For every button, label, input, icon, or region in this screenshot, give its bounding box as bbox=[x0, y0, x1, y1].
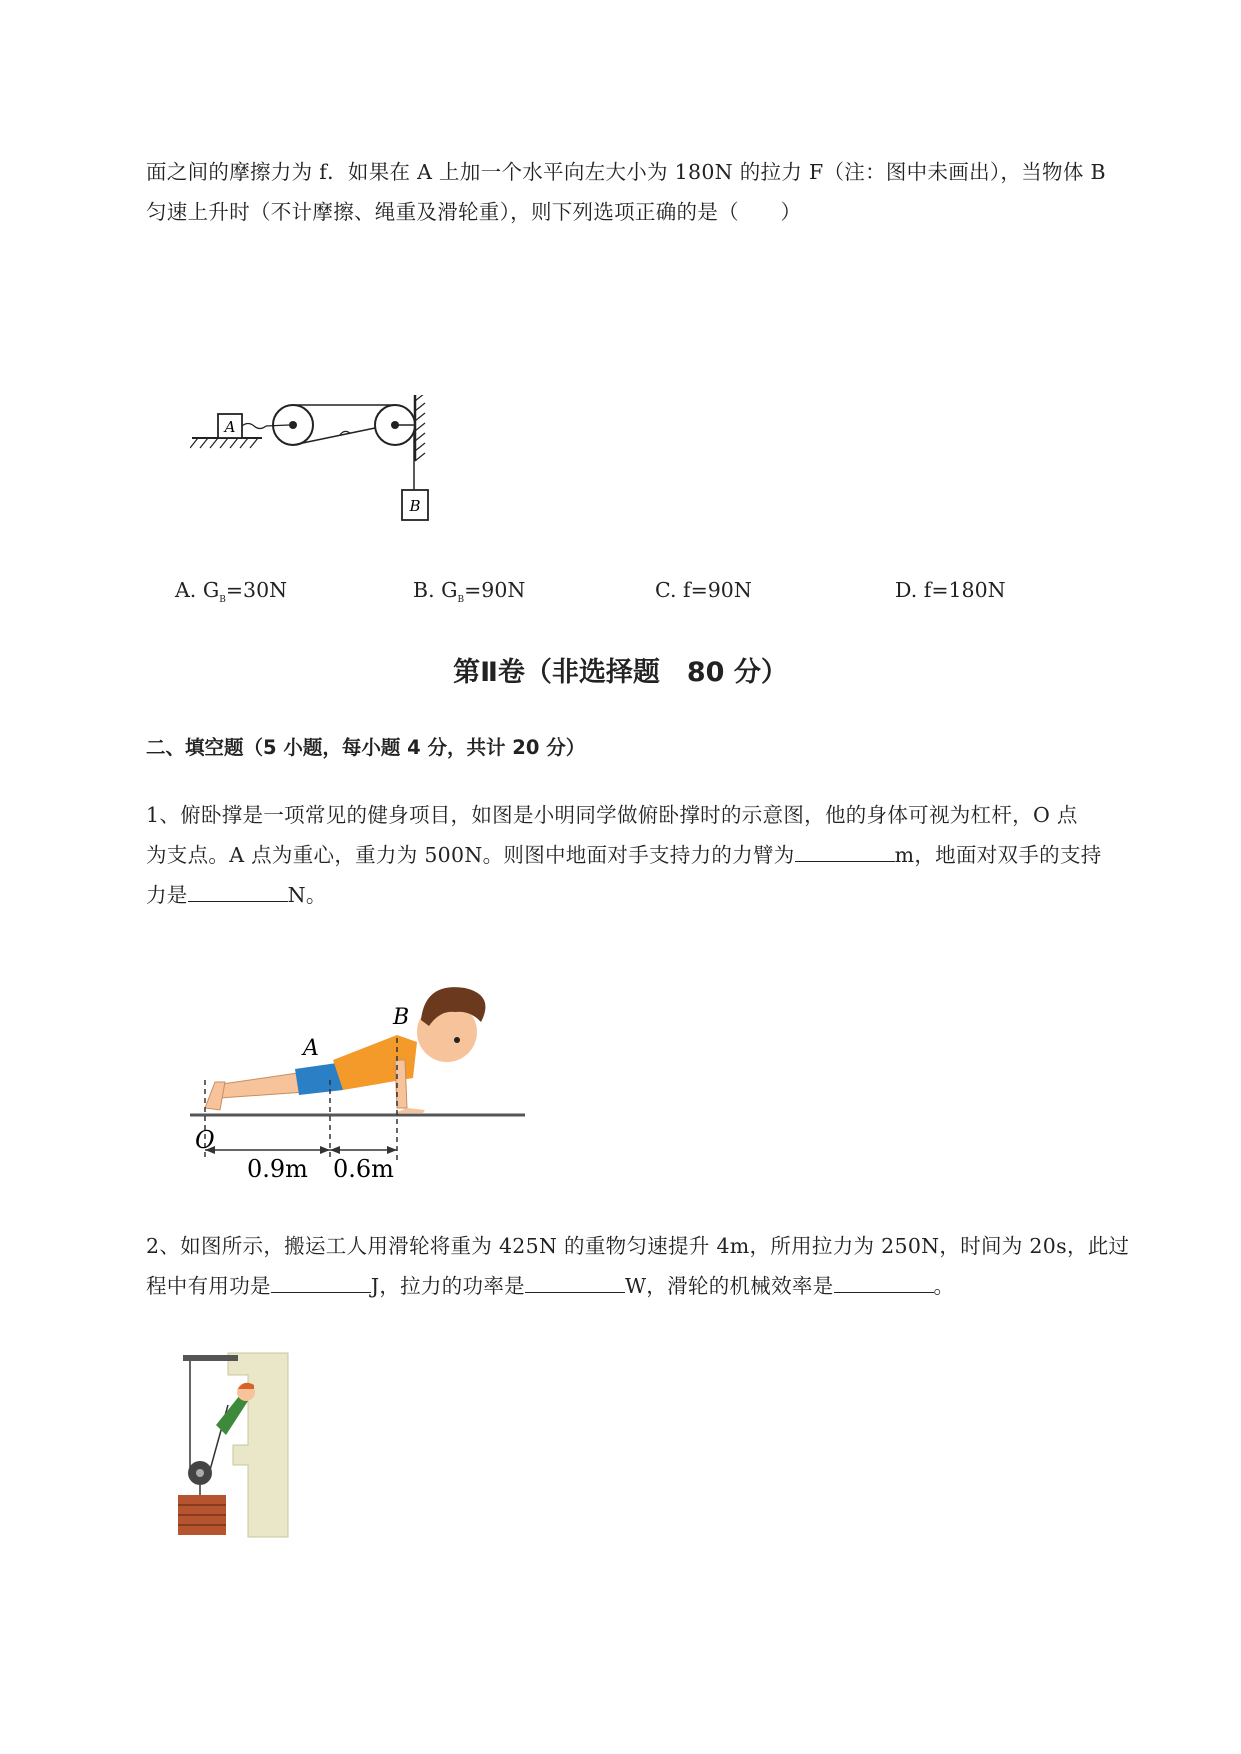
option-b-rest: =90N bbox=[464, 578, 526, 602]
question-text-line: 匀速上升时（不计摩擦、绳重及滑轮重），则下列选项正确的是（ ） bbox=[146, 200, 802, 224]
q1-line2 bbox=[146, 835, 1146, 875]
option-b-sub: B bbox=[457, 595, 465, 606]
q2-line2-d: 。 bbox=[933, 1274, 955, 1298]
section-title: 第Ⅱ卷（非选择题 80 分） bbox=[453, 657, 788, 688]
section-heading: 二、填空题（5 小题，每小题 4 分，共计 20 分） bbox=[146, 736, 586, 759]
q1-line1: 1、俯卧撑是一项常见的健身项目，如图是小明同学做俯卧撑时的示意图，他的身体可视为杠杆，O 点 bbox=[146, 803, 1078, 827]
answer-blank[interactable] bbox=[271, 1270, 371, 1293]
q1-line3-b: N。 bbox=[287, 883, 327, 907]
option-a bbox=[175, 578, 287, 605]
q2-line2-c: W，滑轮的机械效率是 bbox=[624, 1274, 834, 1298]
q2-line2-b: J，拉力的功率是 bbox=[370, 1274, 525, 1298]
q1-line3-a: 力是 bbox=[146, 883, 188, 907]
option-b-prefix: B. G bbox=[413, 578, 458, 602]
q1-line2-a: 为支点。A 点为重心，重力为 500N。则图中地面对手支持力的力臂为 bbox=[146, 843, 795, 867]
label-distance-1: 0.9m bbox=[247, 1155, 308, 1180]
pushup-figure bbox=[185, 960, 525, 1180]
label-b: B bbox=[393, 1005, 410, 1030]
worker-pulley-figure bbox=[178, 1345, 298, 1545]
label-distance-2: 0.6m bbox=[333, 1155, 394, 1180]
answer-blank[interactable] bbox=[795, 839, 895, 862]
option-b bbox=[413, 578, 525, 605]
label-o: O bbox=[195, 1126, 215, 1154]
option-c: C. f=90N bbox=[655, 578, 752, 602]
option-a-rest: =30N bbox=[225, 578, 288, 602]
q1-line3 bbox=[146, 875, 1146, 915]
option-a-sub: B bbox=[219, 595, 226, 606]
option-d: D. f=180N bbox=[895, 578, 1006, 602]
q2-line2 bbox=[146, 1266, 1146, 1306]
block-a-label: A bbox=[224, 418, 236, 436]
answer-blank[interactable] bbox=[834, 1270, 934, 1293]
q2-line1: 2、如图所示，搬运工人用滑轮将重为 425N 的重物匀速提升 4m，所用拉力为 250N，时间为 20s，此过 bbox=[146, 1234, 1130, 1258]
option-a-prefix: A. G bbox=[175, 578, 220, 602]
answer-blank[interactable] bbox=[525, 1270, 625, 1293]
q2-line2-a: 程中有用功是 bbox=[146, 1274, 271, 1298]
pulley-block-figure bbox=[190, 395, 450, 530]
answer-blank[interactable] bbox=[188, 879, 288, 902]
q1-line2-b: m，地面对双手的支持 bbox=[894, 843, 1102, 867]
block-b-label: B bbox=[409, 497, 421, 515]
label-a: A bbox=[303, 1036, 319, 1061]
question-text-line: 面之间的摩擦力为 f．如果在 A 上加一个水平向左大小为 180N 的拉力 F（注：图中未画出），当物体 B bbox=[146, 160, 1106, 184]
